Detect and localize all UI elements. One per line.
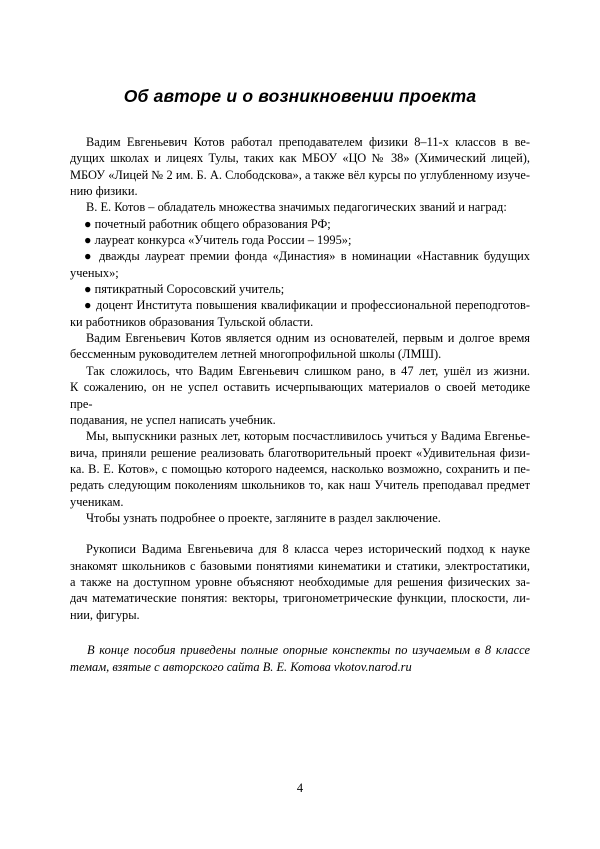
list-item	[70, 297, 530, 330]
list-item	[70, 248, 530, 281]
text-line: знакомят школьников с базовыми понятиями кинематики и статики, электростатики,	[70, 558, 530, 573]
list-item	[70, 281, 530, 297]
body-text-block	[70, 134, 534, 623]
text-line: ученикам.	[70, 494, 124, 509]
paragraph-manuscripts	[70, 541, 530, 623]
text-line: Вадим Евгеньевич Котов является одним из основателей, первым и долгое время	[86, 331, 530, 346]
list-item	[70, 216, 530, 232]
text-line: бессменным руководителем летней многопрофильной школы (ЛМШ).	[70, 347, 442, 362]
text-line: ● лауреат конкурса «Учитель года России – 1995»;	[84, 233, 352, 248]
page-number: 4	[296, 781, 304, 795]
paragraph-see-conclusion	[70, 510, 530, 526]
paragraph-awards-intro	[70, 199, 530, 215]
paragraph-project	[70, 428, 530, 510]
text-line: нию физики.	[70, 184, 138, 199]
text-line: темам, взятые с авторского сайта В. Е. Котова vkotov.narod.ru	[70, 659, 412, 674]
text-line: ● дважды лауреат премии фонда «Династия» в номинации «Наставник будущих	[84, 249, 530, 264]
text-line: редать следующим поколениям школьников то, как наш Учитель преподавал предмет	[70, 478, 530, 493]
paragraph-reference-notes	[70, 642, 530, 675]
text-line: ученых»;	[70, 265, 119, 280]
list-item	[70, 232, 530, 248]
text-line: Мы, выпускники разных лет, которым посчастливилось учиться у Вадима Евгенье-	[86, 429, 530, 444]
paragraph-spacer	[70, 526, 530, 541]
text-line: нии, фигуры.	[70, 607, 140, 622]
text-line: В конце пособия приведены полные опорные конспекты по изучаемым в 8 классе	[87, 642, 530, 657]
text-line: Чтобы узнать подробнее о проекте, загляните в раздел заключение.	[86, 510, 441, 525]
text-line: Рукописи Вадима Евгеньевича для 8 класса через исторический подход к науке	[86, 542, 530, 557]
text-line: МБОУ «Лицей № 2 им. Б. А. Слободскова», а также вёл курсы по углубленному изуче-	[70, 167, 530, 182]
text-line: вича, приняли решение реализовать благотворительный проект «Удивительная физи-	[70, 445, 530, 460]
page-content	[70, 0, 534, 675]
text-line: а также на доступном уровне объясняют необходимые для решения физических за-	[70, 574, 530, 589]
paragraph-lmsh-founder	[70, 330, 530, 363]
text-line: ● пятикратный Соросовский учитель;	[84, 282, 285, 297]
text-line: дущих школах и лицеях Тулы, таких как МБОУ «ЦО № 38» (Химический лицей),	[70, 151, 530, 166]
page-title: Об авторе и о возникновении проекта	[123, 86, 477, 106]
paragraph-passing	[70, 363, 534, 428]
text-line: К сожалению, он не успел оставить исчерпывающих материалов о своей методике пре-	[70, 380, 534, 411]
text-line: ● почетный работник общего образования РФ;	[84, 216, 331, 231]
text-line: подавания, не успел написать учебник.	[70, 412, 276, 427]
text-line: ки работников образования Тульской области.	[70, 314, 314, 329]
text-line: дач математические понятия: векторы, тригонометрические функции, плоскости, ли-	[70, 591, 530, 606]
text-line: Вадим Евгеньевич Котов работал преподавателем физики 8–11-х классов в ве-	[86, 135, 530, 149]
paragraph-about-teaching	[70, 134, 530, 199]
text-line: ● доцент Института повышения квалификации и профессиональной переподготов-	[84, 298, 530, 313]
italic-note-block	[70, 642, 530, 675]
text-line: Так сложилось, что Вадим Евгеньевич слишком рано, в 47 лет, ушёл из жизни.	[86, 363, 530, 378]
text-line: ка. В. Е. Котов», с помощью которого надеемся, насколько возможно, сохранить и пе-	[70, 461, 530, 476]
text-line: В. Е. Котов – обладатель множества значимых педагогических званий и наград:	[86, 200, 507, 215]
